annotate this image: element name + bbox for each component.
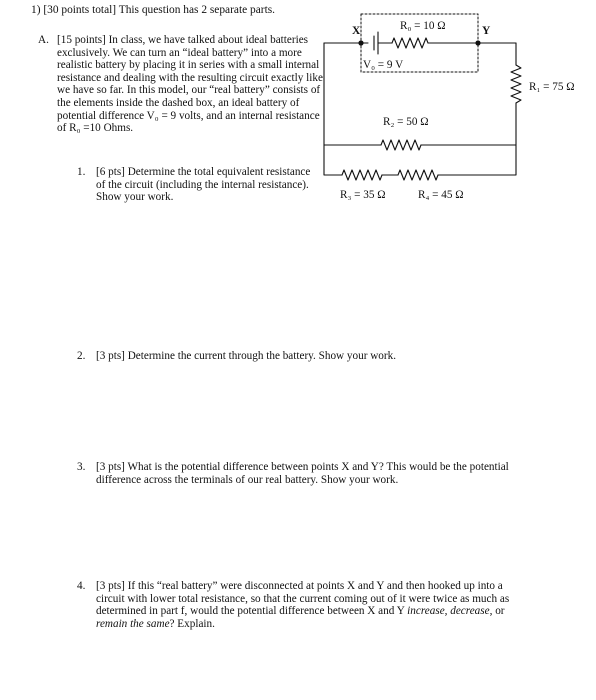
question-4-text [96,580,524,630]
resistor-r4 [398,170,438,180]
r3-label: R₃ = 35 Ω [340,189,386,201]
terminal-x-dot [358,40,363,45]
r0-label: R₀ = 10 Ω [400,20,446,32]
wire-right-lower [438,103,516,175]
question-1-number: 1. [77,166,86,178]
problem-heading: 1) [30 points total] This question has 2 separate parts. [31,4,276,16]
question-4-text-or: or [492,605,505,618]
r1-label: R₁ = 75 Ω [529,81,575,93]
part-a-text: [15 points] In class, we have talked about ideal batteries exclusively. We can turn an “ideal battery” into a more realistic battery by placing it in series with a small internal resistance and dealing with the resulting circuit exactly like we have so far. In this model, our “real battery” consists of the elements inside the dashed box, an ideal battery of potential difference V₀ = 9 volts, and an internal resistance of R₀ =10 Ohms. [57,34,323,135]
question-3-number: 3. [77,461,86,473]
r4-label: R₄ = 45 Ω [418,189,464,201]
question-2-number: 2. [77,350,86,362]
question-2-text: [3 pts] Determine the current through the battery. Show your work. [96,350,397,362]
point-y-label: Y [482,25,491,37]
question-4-text-after: ? Explain. [169,617,215,630]
question-3-text: [3 pts] What is the potential difference between points X and Y? This would be the potential difference across the terminals of our real battery. Show your work. [96,461,509,486]
v0-label: V₀ = 9 V [363,59,404,71]
resistor-r1 [511,65,521,103]
resistor-r2 [381,140,421,150]
resistor-r0 [392,38,428,48]
question-4-emphasis-remain-same: remain the same [96,617,170,630]
part-a-label: A. [38,34,49,46]
battery-v0-symbol [374,32,378,54]
point-x-label: X [352,25,361,37]
wire-left [324,43,342,175]
r2-label: R₂ = 50 Ω [383,116,429,128]
resistor-r3 [342,170,382,180]
question-4-emphasis-increase-decrease: increase, decrease, [407,605,493,618]
question-1-text: [6 pts] Determine the total equivalent resistance of the circuit (including the internal resistance). Show your work. [96,166,311,204]
question-4-number: 4. [77,580,86,592]
question-4-text-before: [3 pts] If this “real battery” were disconnected at points X and Y and then hooked up into a circuit with lower total resistance, so that the current coming out of it were twice as much as determined in part f, would the potential difference between X and Y [96,580,510,618]
terminal-y-dot [475,40,480,45]
circuit-diagram [0,0,596,220]
